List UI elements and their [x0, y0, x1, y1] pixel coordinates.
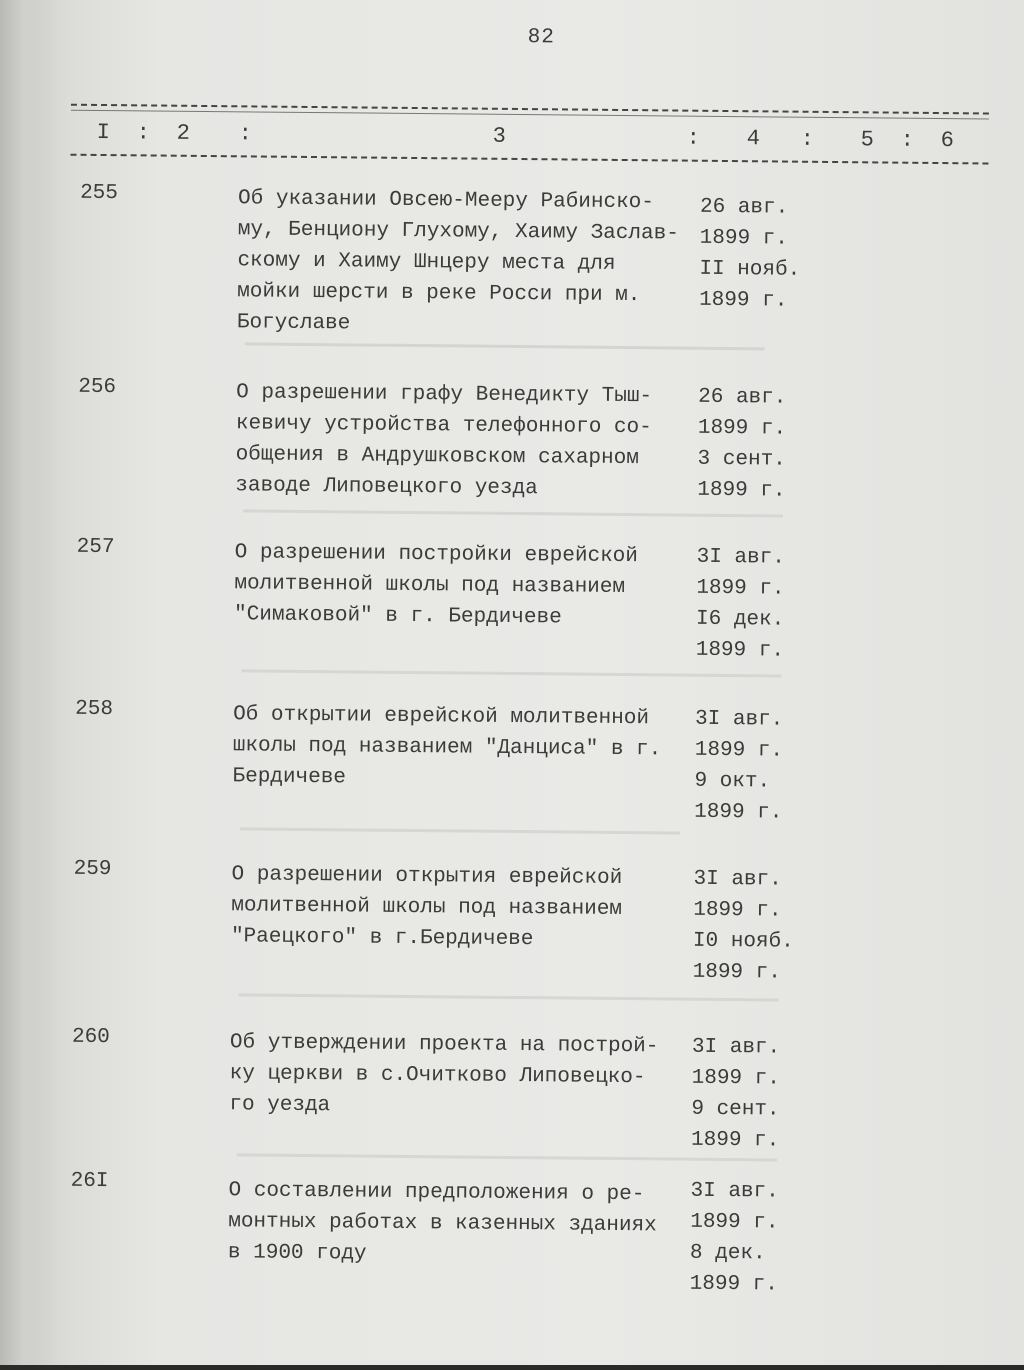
- entry-number: 259: [73, 857, 112, 882]
- bleed-through: [238, 993, 778, 1001]
- page-number: 82: [527, 26, 555, 50]
- column-separator: :: [238, 121, 253, 147]
- entry-text: Об указании Овсею-Мееру Рабинско- му, Бенциону Глухому, Хаиму Заслав- скому и Хаиму Шнцеру места для мойки шерсти в реке Росси при м. Богуславе: [236, 187, 679, 336]
- entry-dates: 3I авг. 1899 г. I6 дек. 1899 г.: [695, 545, 785, 663]
- column-separator: :: [686, 125, 701, 151]
- column-header: 5: [860, 127, 874, 153]
- entry-dates: 26 авг. 1899 г. II нояб. 1899 г.: [699, 195, 801, 313]
- entry-number: 26I: [70, 1169, 109, 1194]
- table-row: [0, 1025, 1014, 1153]
- entry-number: 257: [76, 535, 115, 560]
- entry-dates: 3I авг. 1899 г. 9 окт. 1899 г.: [694, 707, 784, 825]
- column-header: 3: [492, 123, 507, 149]
- column-header: 4: [746, 126, 761, 152]
- table-row: [0, 181, 1022, 336]
- column-separator: :: [136, 120, 151, 146]
- entry-number: 258: [75, 697, 114, 722]
- column-separator: :: [900, 127, 914, 153]
- entry-text: О составлении предположения о ре- монтных работах в казенных зданиях в 1900 году: [227, 1179, 657, 1266]
- entry-text: О разрешении открытия еврейской молитвенной школы под названием "Раецкого" в г.Бердичеве: [230, 863, 623, 952]
- table-row: [0, 375, 1020, 503]
- table-row: [0, 697, 1017, 825]
- entry-text: Об открытии еврейской молитвенной школы под названием "Данциса" в г. Бердичеве: [232, 703, 662, 790]
- entry-dates: 3I авг. 1899 г. I0 нояб. 1899 г.: [692, 867, 794, 985]
- bleed-through: [243, 509, 783, 517]
- entry-dates: 26 авг. 1899 г. 3 сент. 1899 г.: [697, 385, 787, 503]
- entry-dates: 3I авг. 1899 г. 9 сент. 1899 г.: [690, 1035, 781, 1153]
- entry-number: 256: [78, 375, 117, 400]
- column-header: I: [96, 119, 111, 146]
- header-rule-bottom: [70, 154, 988, 165]
- bleed-through: [240, 827, 680, 834]
- table-row: [0, 857, 1016, 985]
- header-rule-top: [71, 104, 989, 115]
- table-row: [0, 1169, 1013, 1297]
- bleed-through: [242, 669, 782, 677]
- entry-number: 255: [80, 181, 119, 206]
- column-separator: :: [800, 126, 814, 152]
- table-row: [0, 535, 1019, 663]
- entry-number: 260: [71, 1025, 110, 1050]
- bleed-through: [245, 342, 765, 350]
- entry-text: О разрешении постройки еврейской молитвенной школы под названием "Симаковой" в г. Бердичеве: [233, 541, 639, 630]
- entry-text: Об утверждении проекта на построй- ку церкви в с.Очитково Липовецко- го уезда: [229, 1031, 659, 1118]
- entry-text: О разрешении графу Венедикту Тыш- кевичу устройства телефонного со- общения в Андрушковском сахарном заводе Липовецкого уезда: [235, 381, 653, 501]
- column-header: 2: [176, 120, 191, 146]
- entry-dates: 3I авг. 1899 г. 8 дек. 1899 г.: [689, 1179, 779, 1297]
- column-header: 6: [940, 128, 954, 154]
